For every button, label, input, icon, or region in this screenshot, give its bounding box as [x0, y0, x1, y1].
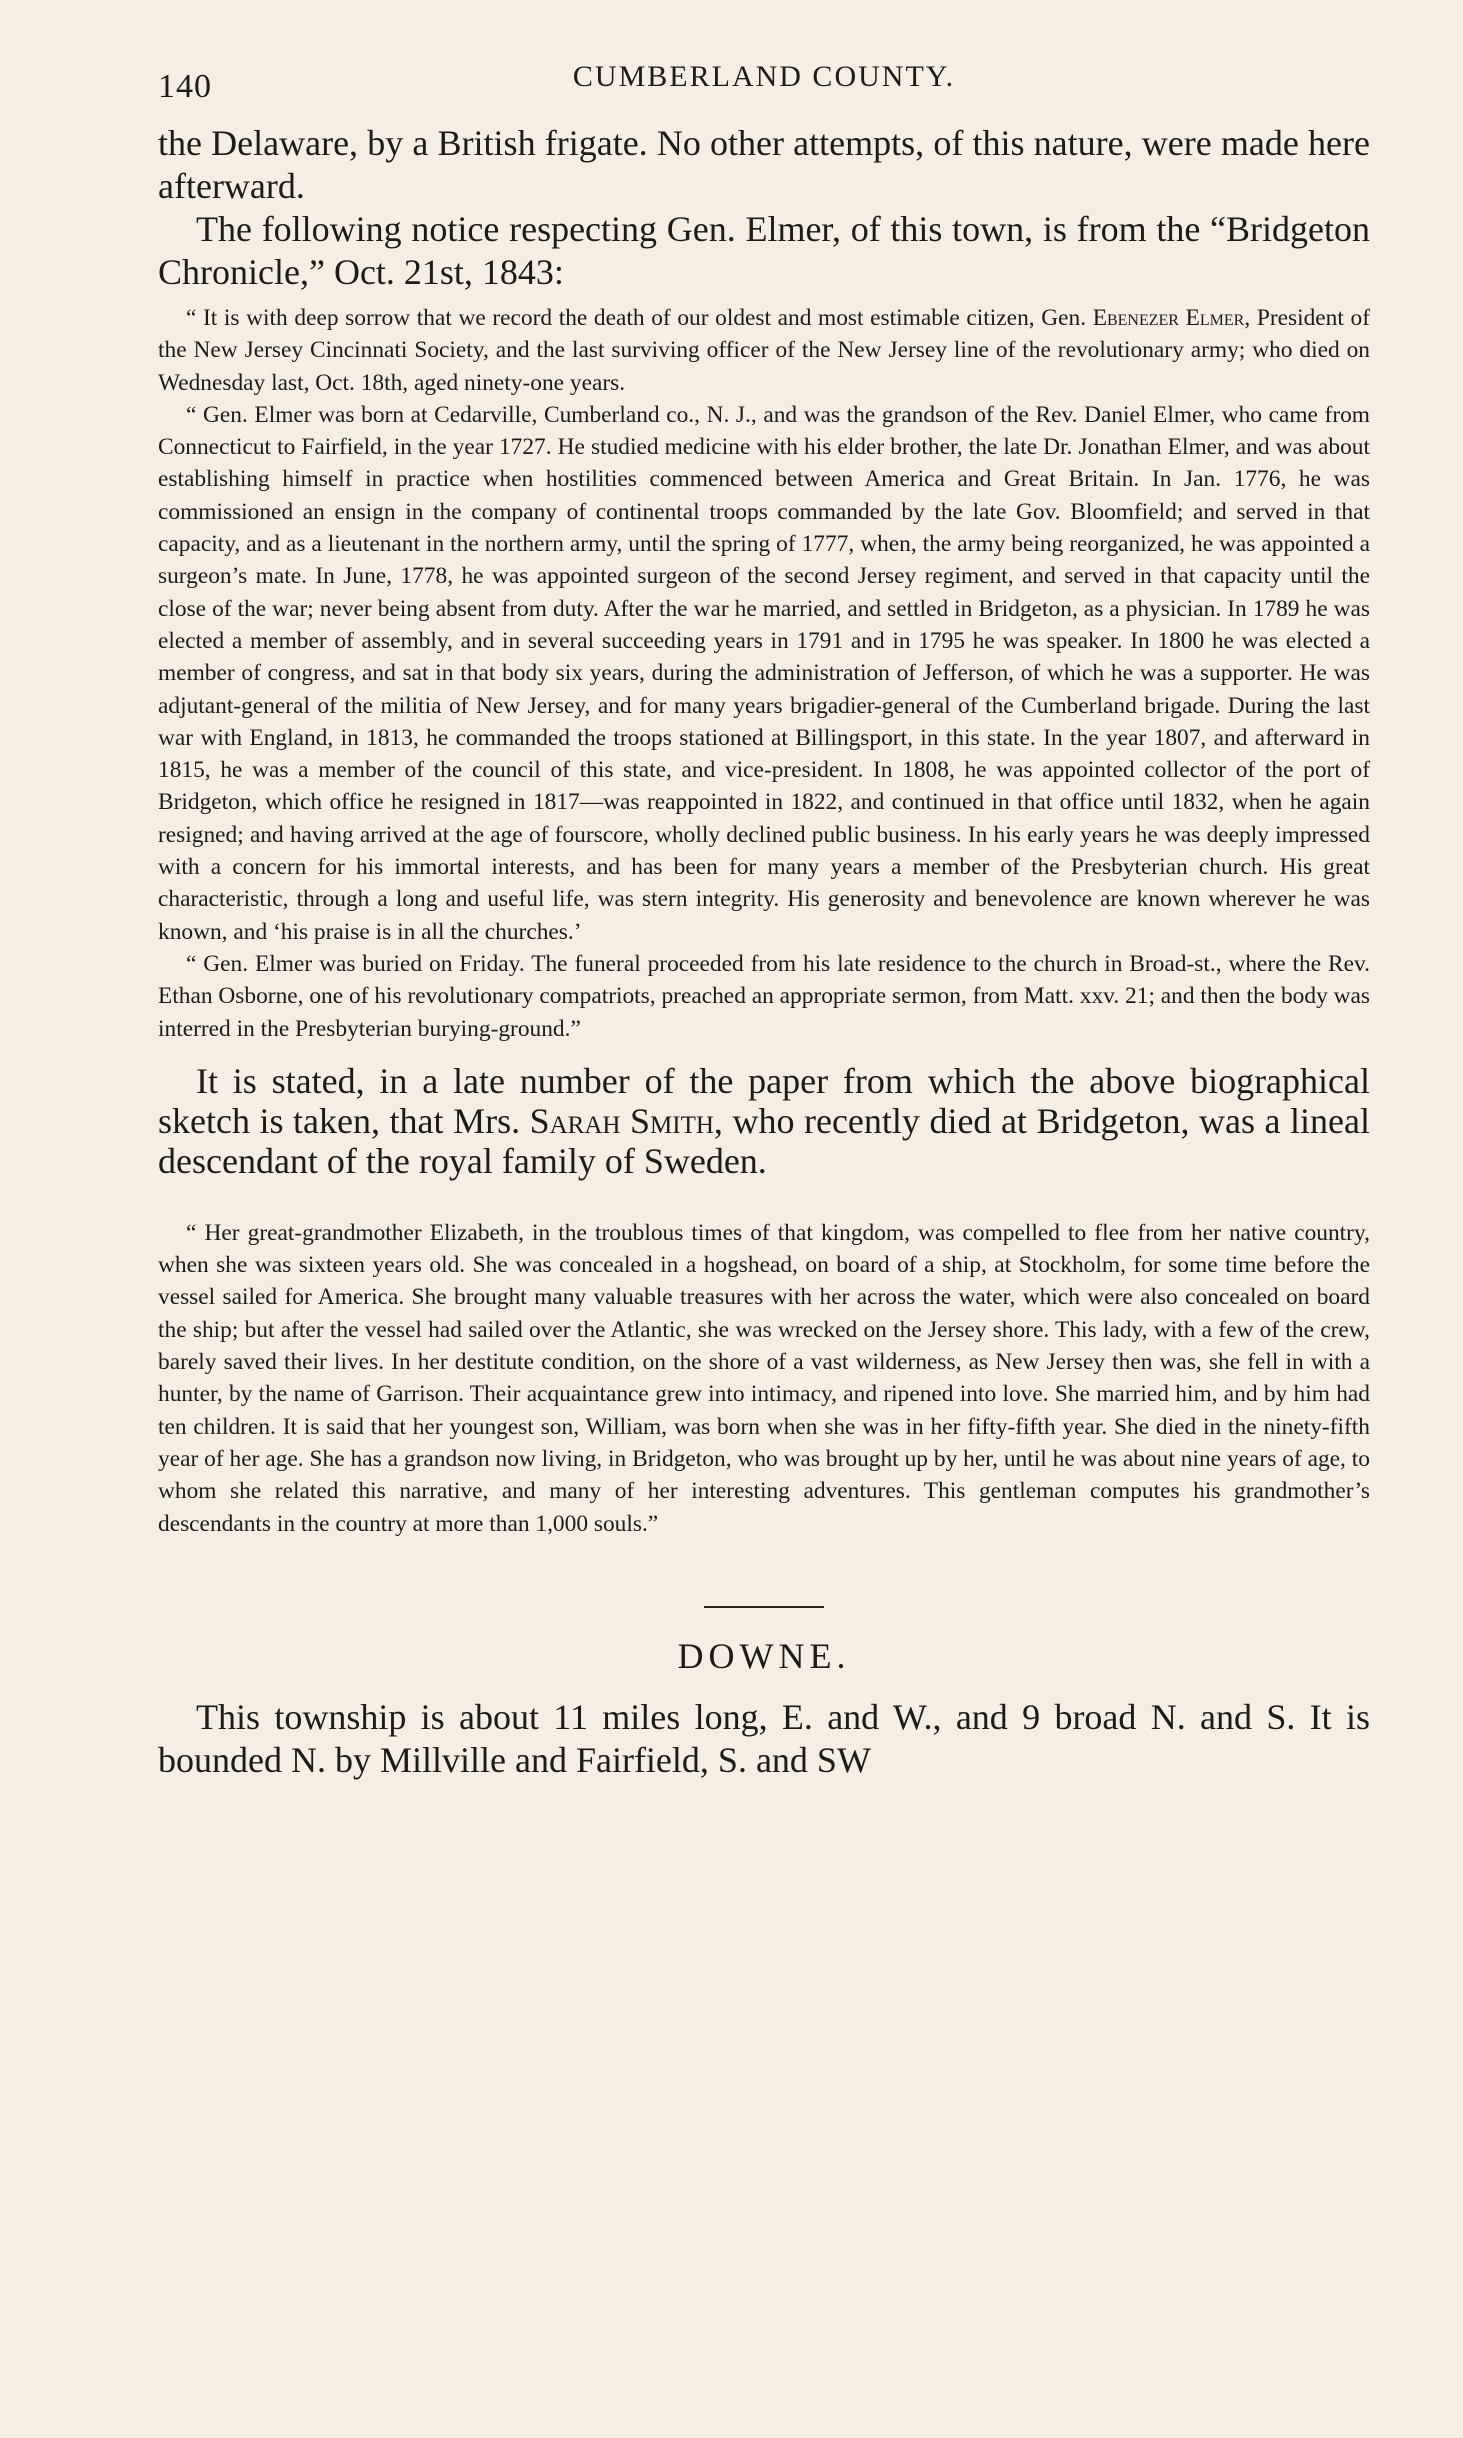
- elmer-obituary-quote: [158, 302, 1370, 1045]
- section-divider: [704, 1606, 824, 1608]
- downe-paragraph: This township is about 11 miles long, E. and W., and 9 broad N. and S. It is bounded N. by Millville and Fairfield, S. and SW: [158, 1696, 1370, 1780]
- book-page: [158, 60, 1370, 1782]
- quote-paragraph: [158, 302, 1370, 399]
- quote-paragraph: “ Gen. Elmer was buried on Friday. The funeral proceeded from his late residence to the church in Broad-st., where the Rev. Ethan Osborne, one of his revolutionary compatriots, preached an appropriate sermon, from Matt. xxv. 21; and then the body was interred in the Presbyterian burying-ground.”: [158, 950, 1370, 1042]
- section-heading: DOWNE.: [677, 1635, 851, 1676]
- running-head: [158, 60, 1370, 112]
- person-name: Ebenezer Elmer: [1092, 305, 1245, 331]
- sketch-text: , who recently died at Bridgeton, was a lineal descendant of the royal family of Sweden.: [158, 1100, 1370, 1181]
- page-number: 140: [158, 68, 212, 105]
- sketch-text: It is stated, in a late number of the paper from which the above biographical sketch is taken, that Mrs.: [158, 1060, 1370, 1141]
- quote-paragraph: “ Gen. Elmer was born at Cedarville, Cumberland co., N. J., and was the grandson of the Rev. Daniel Elmer, who came from Connecticut to Fairfield, in the year 1727. He studied medicine with his elder brother, the late Dr. Jonathan Elmer, and was about establishing himself in practice when hostilities commenced between America and Great Britain. In Jan. 1776, he was commissioned an ensign in the company of continental troops commanded by the late Gov. Bloomfield; and served in that capacity, and as a lieutenant in the northern army, until the spring of 1777, when, the army being reorganized, he was appointed a surgeon’s mate. In June, 1778, he was appointed surgeon of the second Jersey regiment, and served in that capacity until the close of the war; never being absent from duty. After the war he married, and settled in Bridgeton, as a physician. In 1789 he was elected a member of assembly, and in several succeeding years in 1791 and in 1795 he was speaker. In 1800 he was elected a member of congress, and sat in that body six years, during the administration of Jefferson, of which he was a supporter. He was adjutant-general of the militia of New Jersey, and for many years brigadier-general of the Cumberland brigade. During the last war with England, in 1813, he commanded the troops stationed at Billingsport, in this state. In the year 1807, and afterward in 1815, he was a member of the council of this state, and vice-president. In 1808, he was appointed collector of the port of Bridgeton, which office he resigned in 1817—was reappointed in 1822, and continued in that office until 1832, when he again resigned; and having arrived at the age of fourscore, wholly declined public business. In his early years he was deeply impressed with a concern for his immortal interests, and has been for many years a member of the Presbyterian church. His great characteristic, through a long and useful life, was stern integrity. His generosity and benevolence are known wherever he was known, and ‘his praise is in all the churches.’: [158, 401, 1370, 945]
- intro-paragraph: The following notice respecting Gen. Elmer, of this town, is from the “Bridgeton Chronicle,” Oct. 21st, 1843:: [158, 209, 1370, 292]
- sketch-paragraph: [158, 1061, 1370, 1181]
- quote-text: , President of the New Jersey Cincinnati Society, and the last surviving officer of the New Jersey line of the revolutionary army; who died on Wednesday last, Oct. 18th, aged ninety-one years.: [158, 305, 1370, 396]
- continued-paragraph: the Delaware, by a British frigate. No other attempts, of this nature, were made here afterward.: [158, 123, 1370, 206]
- running-title: CUMBERLAND COUNTY.: [572, 60, 956, 93]
- quote-paragraph: “ Her great-grandmother Elizabeth, in the troublous times of that kingdom, was compelled to flee from her native country, when she was sixteen years old. She was concealed in a hogshead, on board of a ship, at Stockholm, for some time before the vessel sailed for America. She brought many valuable treasures with her across the water, which were also concealed on board the ship; but after the vessel had sailed over the Atlantic, she was wrecked on the Jersey shore. This lady, with a few of the crew, barely saved their lives. In her destitute condition, on the shore of a vast wilderness, as New Jersey then was, she fell in with a hunter, by the name of Garrison. Their acquaintance grew into intimacy, and ripened into love. She married him, and by him had ten children. It is said that her youngest son, William, was born when she was in her fifty-fifth year. She died in the ninety-fifth year of her age. She has a grandson now living, in Bridgeton, who was brought up by her, until he was about nine years of age, to whom she related this narrative, and many of her interesting adventures. This gentleman computes his grandmother’s descendants in the country at more than 1,000 souls.”: [158, 1219, 1370, 1537]
- smith-quote: [158, 1217, 1370, 1540]
- quote-text: “ It is with deep sorrow that we record the death of our oldest and most estimable citizen, Gen.: [186, 305, 1093, 331]
- person-name: Sarah Smith: [529, 1100, 714, 1141]
